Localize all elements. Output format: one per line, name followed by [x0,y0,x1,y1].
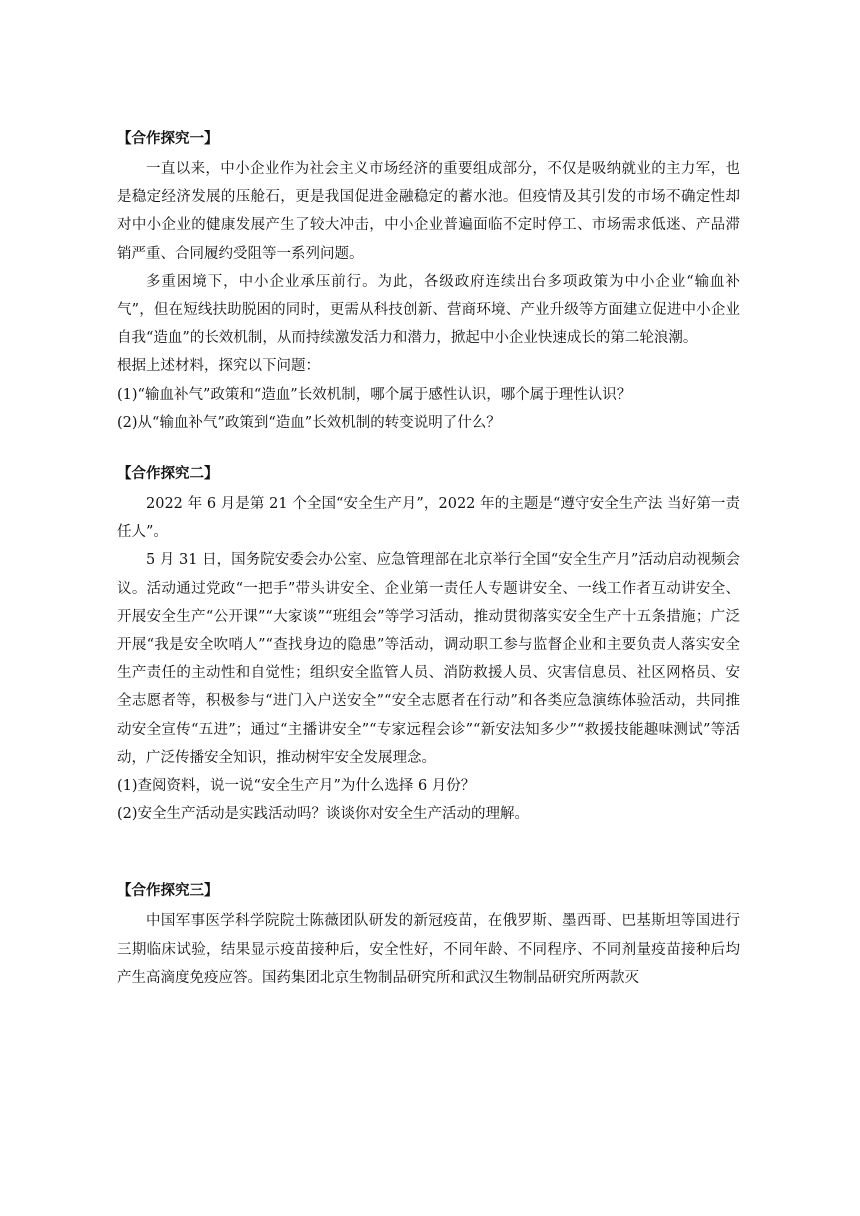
section-cooperative-inquiry-1 [117,126,740,437]
paragraph: 多重困境下，中小企业承压前行。为此，各级政府连续出台多项政策为中小企业“输血补气”，但在短线扶助脱困的同时，更需从科技创新、营商环境、产业升级等方面建立促进中小企业自我“造血”的长效机制，从而持续激发活力和潜力，掀起中小企业快速成长的第二轮浪潮。 [117,273,740,347]
question-item: (1)“输血补气”政策和“造血”长效机制，哪个属于感性认识，哪个属于理性认识？ [117,386,632,403]
question-item: (2)安全生产活动是实践活动吗？谈谈你对安全生产活动的理解。 [117,806,530,823]
question-lead: 根据上述材料，探究以下问题： [117,358,320,375]
question-item: (1)查阅资料，说一说“安全生产月”为什么选择 6 月份？ [117,778,476,795]
document-body [117,126,740,992]
paragraph: 2022 年 6 月是第 21 个全国“安全生产月”，2022 年的主题是“遵守安全生产法 当好第一责任人”。 [117,496,740,541]
paragraph: 5 月 31 日，国务院安委会办公室、应急管理部在北京举行全国“安全生产月”活动启动视频会议。活动通过党政“一把手”带头讲安全、企业第一责任人专题讲安全、一线工作者互动讲安全、开展安全生产“公开课”“大家谈”“班组会”等学习活动，推动贯彻落实安全生产十五条措施；广泛开展“我是安全吹哨人”“查找身边的隐患”等活动，调动职工参与监督企业和主要负责人落实安全生产责任的主动性和自觉性；组织安全监管人员、消防救援人员、灾害信息员、社区网格员、安全志愿者等，积极参与“进门入户送安全”“安全志愿者在行动”和各类应急演练体验活动，共同推动安全宣传“五进”；通过“主播讲安全”“专家远程会诊”“新安法知多少”“救援技能趣味测试”等活动，广泛传播安全知识，推动树牢安全发展理念。 [117,552,740,766]
section-cooperative-inquiry-3 [117,878,740,992]
section-heading: 【合作探究二】 [117,466,219,483]
paragraph: 一直以来，中小企业作为社会主义市场经济的重要组成部分，不仅是吸纳就业的主力军，也是稳定经济发展的压舱石，更是我国促进金融稳定的蓄水池。但疫情及其引发的市场不确定性却对中小企业的健康发展产生了较大冲击，中小企业普遍面临不定时停工、市场需求低迷、产品滞销严重、合同履约受阻等一系列问题。 [117,161,740,262]
section-heading: 【合作探究三】 [117,883,219,900]
paragraph: 中国军事医学科学院院士陈薇团队研发的新冠疫苗，在俄罗斯、墨西哥、巴基斯坦等国进行三期临床试验，结果显示疫苗接种后，安全性好，不同年龄、不同程序、不同剂量疫苗接种后均产生高滴度免疫应答。国药集团北京生物制品研究所和武汉生物制品研究所两款灭 [117,913,740,986]
section-heading: 【合作探究一】 [117,131,219,147]
question-item: (2)从“输血补气”政策到“造血”长效机制的转变说明了什么？ [117,414,501,431]
section-cooperative-inquiry-2 [117,461,740,828]
